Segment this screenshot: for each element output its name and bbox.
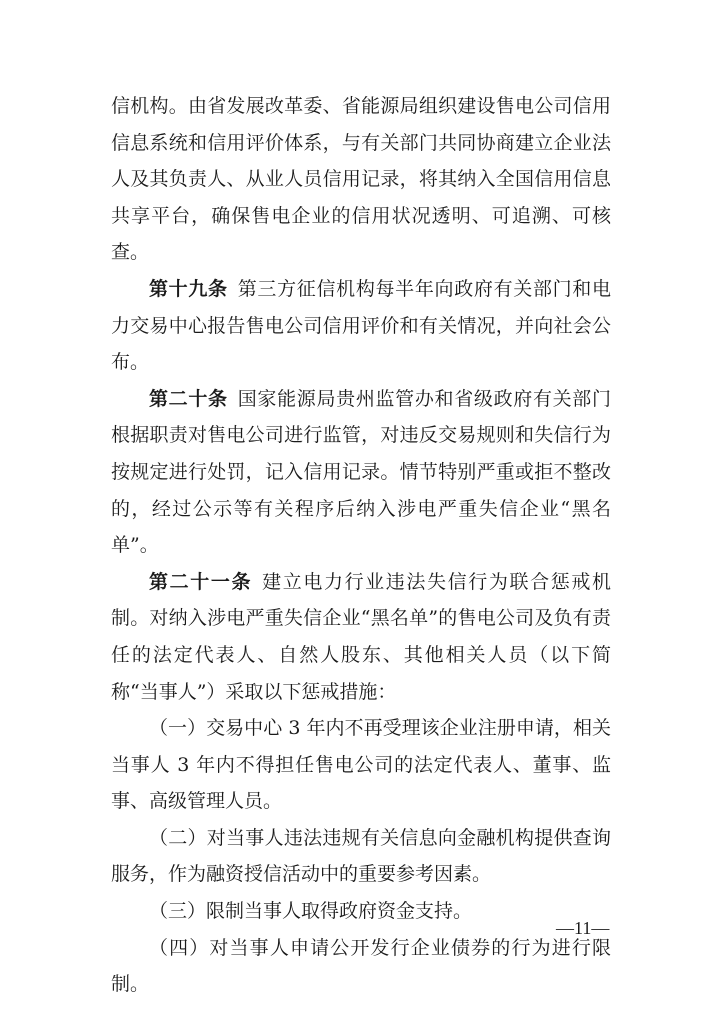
article-20 <box>111 381 611 564</box>
article-heading: 第二十一条 <box>149 570 253 593</box>
document-body <box>111 88 611 1003</box>
measure-text: （一）交易中心 3 年内不再受理该企业注册申请，相关当事人 3 年内不得担任售电公司的法定代表人、董事、监事、高级管理人员。 <box>111 717 611 813</box>
paragraph-text: 信机构。由省发展改革委、省能源局组织建设售电公司信用信息系统和信用评价体系，与有关部门共同协商建立企业法人及其负责人、从业人员信用记录，将其纳入全国信用信息共享平台，确保售电企业的信用状况透明、可追溯、可核查。 <box>111 95 611 264</box>
article-heading: 第二十条 <box>149 387 228 410</box>
measure-text: （四）对当事人申请公开发行企业债券的行为进行限制。 <box>111 936 611 996</box>
article-19 <box>111 271 611 381</box>
measure-4 <box>111 930 611 1003</box>
measure-2 <box>111 820 611 893</box>
article-text: 建立电力行业违法失信行为联合惩戒机制。对纳入涉电严重失信企业“黑名单”的售电公司及负有责任的法定代表人、自然人股东、其他相关人员（以下简称“当事人”）采取以下惩戒措施： <box>111 570 611 703</box>
article-21 <box>111 564 611 710</box>
measure-text: （三）限制当事人取得政府资金支持。 <box>149 900 473 923</box>
page-number: —11— <box>556 918 610 938</box>
article-text: 第三方征信机构每半年向政府有关部门和电力交易中心报告售电公司信用评价和有关情况，并向社会公布。 <box>111 277 611 374</box>
article-heading: 第十九条 <box>149 277 228 300</box>
measure-text: （二）对当事人违法违规有关信息向金融机构提供查询服务，作为融资授信活动中的重要参考因素。 <box>111 826 611 886</box>
measure-3 <box>111 893 611 930</box>
measure-1 <box>111 710 611 820</box>
paragraph-continuation <box>111 88 611 271</box>
article-text: 国家能源局贵州监管办和省级政府有关部门根据职责对售电公司进行监管，对违反交易规则和失信行为按规定进行处罚，记入信用记录。情节特别严重或拒不整改的，经过公示等有关程序后纳入涉电严重失信企业“黑名单”。 <box>111 387 611 557</box>
